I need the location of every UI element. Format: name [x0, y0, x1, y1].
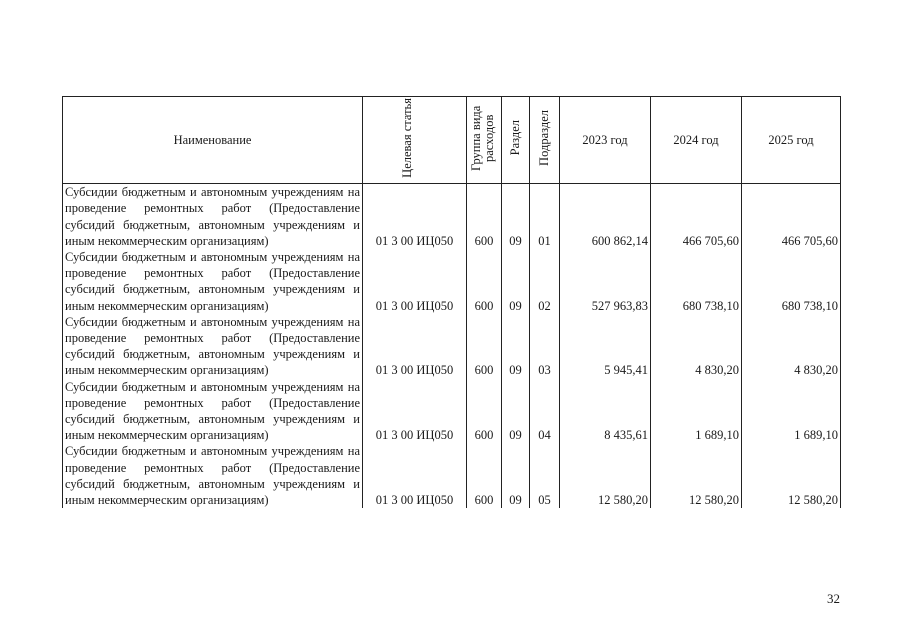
row-2024: 12 580,20: [651, 443, 742, 508]
header-name: Наименование: [63, 97, 363, 184]
row-target: 01 3 00 ИЦ050: [363, 314, 467, 379]
row-target: 01 3 00 ИЦ050: [363, 184, 467, 249]
row-2025: 466 705,60: [742, 184, 841, 249]
row-2025: 12 580,20: [742, 443, 841, 508]
row-name: Субсидии бюджетным и автономным учреждениям на проведение ремонтных работ (Предоставление субсидий бюджетным, автономным учреждениям и иным некоммерческим организациям): [63, 249, 363, 314]
row-group: 600: [467, 184, 502, 249]
header-2025: 2025 год: [742, 97, 841, 184]
row-2025: 680 738,10: [742, 249, 841, 314]
row-target: 01 3 00 ИЦ050: [363, 379, 467, 444]
header-subsection: Подраздел: [530, 97, 560, 184]
header-group: Группа вида расходов: [467, 97, 502, 184]
row-name: Субсидии бюджетным и автономным учреждениям на проведение ремонтных работ (Предоставление субсидий бюджетным, автономным учреждениям и иным некоммерческим организациям): [63, 443, 363, 508]
header-section: Раздел: [502, 97, 530, 184]
page-number: 32: [827, 591, 840, 606]
row-name: Субсидии бюджетным и автономным учреждениям на проведение ремонтных работ (Предоставление субсидий бюджетным, автономным учреждениям и иным некоммерческим организациям): [63, 184, 363, 249]
row-2024: 1 689,10: [651, 379, 742, 444]
row-group: 600: [467, 249, 502, 314]
row-section: 09: [502, 443, 530, 508]
row-2023: 600 862,14: [560, 184, 651, 249]
row-subsection: 04: [530, 379, 560, 444]
header-2023: 2023 год: [560, 97, 651, 184]
row-subsection: 02: [530, 249, 560, 314]
row-subsection: 03: [530, 314, 560, 379]
row-2023: 8 435,61: [560, 379, 651, 444]
row-group: 600: [467, 379, 502, 444]
header-2024: 2024 год: [651, 97, 742, 184]
row-group: 600: [467, 443, 502, 508]
row-2025: 4 830,20: [742, 314, 841, 379]
table-row: [63, 379, 841, 444]
row-2024: 680 738,10: [651, 249, 742, 314]
row-target: 01 3 00 ИЦ050: [363, 443, 467, 508]
row-2024: 4 830,20: [651, 314, 742, 379]
table-row: [63, 314, 841, 379]
row-section: 09: [502, 249, 530, 314]
row-2024: 466 705,60: [651, 184, 742, 249]
row-2025: 1 689,10: [742, 379, 841, 444]
row-2023: 527 963,83: [560, 249, 651, 314]
row-section: 09: [502, 184, 530, 249]
row-2023: 5 945,41: [560, 314, 651, 379]
row-group: 600: [467, 314, 502, 379]
table-row: [63, 443, 841, 508]
table-header-row: [63, 97, 841, 184]
table-row: [63, 184, 841, 249]
row-section: 09: [502, 379, 530, 444]
table-row: [63, 249, 841, 314]
row-subsection: 05: [530, 443, 560, 508]
row-target: 01 3 00 ИЦ050: [363, 249, 467, 314]
budget-table: [62, 96, 841, 508]
row-2023: 12 580,20: [560, 443, 651, 508]
header-target: Целевая статья: [363, 97, 467, 184]
row-name: Субсидии бюджетным и автономным учреждениям на проведение ремонтных работ (Предоставление субсидий бюджетным, автономным учреждениям и иным некоммерческим организациям): [63, 314, 363, 379]
row-subsection: 01: [530, 184, 560, 249]
row-name: Субсидии бюджетным и автономным учреждениям на проведение ремонтных работ (Предоставление субсидий бюджетным, автономным учреждениям и иным некоммерческим организациям): [63, 379, 363, 444]
row-section: 09: [502, 314, 530, 379]
